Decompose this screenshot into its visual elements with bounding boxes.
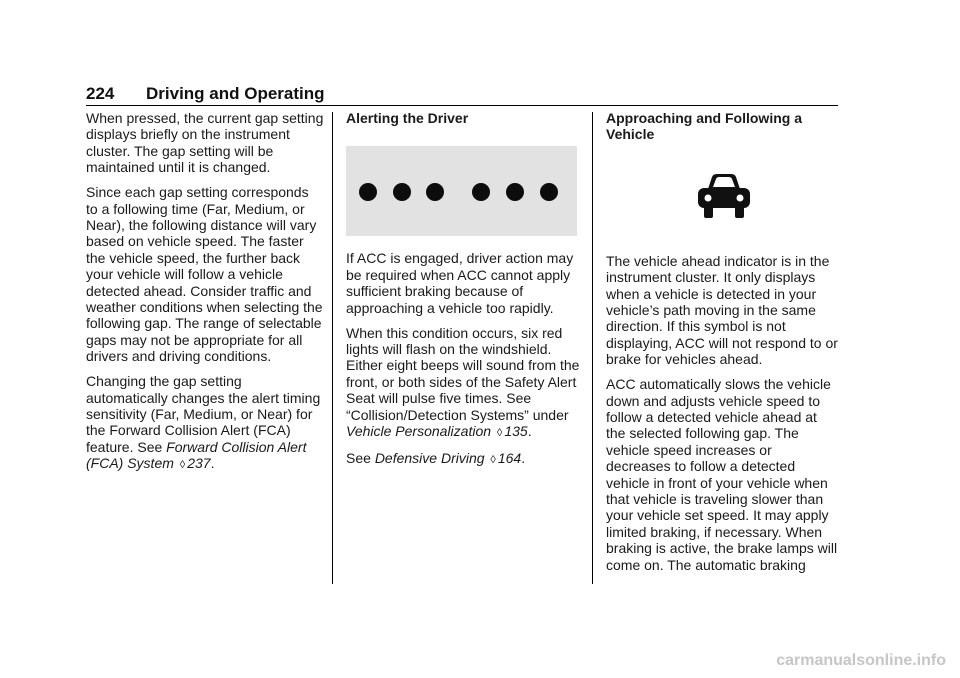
alert-light-dot [472, 183, 490, 201]
section-heading: Approaching and Following a Vehicle [606, 110, 802, 143]
alert-light-dot [540, 183, 558, 201]
paragraph-text: See [346, 449, 375, 466]
paragraph: If ACC is engaged, driver action may be required when ACC cannot apply sufficient braking because of approaching a vehicle too rapidly. [346, 250, 574, 316]
six-red-lights-icon [346, 146, 577, 236]
paragraph: Since each gap setting corresponds to a following time (Far, Medium, or Near), the following distance will vary based on vehicle speed. The faster the vehicle speed, the further back your vehicle will follow a vehicle detected ahead. Consider traffic and weather conditions when selecting the following gap. The range of selectable gaps may not be appropriate for all drivers and driving conditions. [86, 184, 323, 365]
cross-reference-link[interactable]: Defensive Driving [374, 449, 485, 466]
punctuation: . [521, 449, 526, 466]
paragraph: ACC automatically slows the vehicle down and adjusts vehicle speed to follow a detected vehicle ahead at the selected following gap. The vehicle speed increases or decreases to follow a detected vehicle in front of your vehicle when that vehicle is traveling slower than your vehicle set speed. It may apply limited braking, if necessary. When braking is active, the brake lamps will come on. The automatic braking [606, 376, 838, 573]
punctuation: . [527, 422, 532, 439]
page-ref-icon: ◊ [496, 426, 503, 439]
vehicle-ahead-icon [694, 171, 754, 221]
watermark: carmanualsonline.info [776, 652, 946, 669]
page-header [86, 84, 838, 106]
alert-light-dot [393, 183, 411, 201]
page-number: 224 [86, 84, 115, 103]
paragraph-text: When this condition occurs, six red lights will flash on the windshield. Either eight beeps will sound from the front, or both sides of the Safety Alert Seat will pulse five times. See “Collision/Detection Systems” under [346, 324, 580, 423]
page-ref-icon: ◊ [179, 459, 186, 472]
cross-reference-link[interactable]: Forward Collision Alert (FCA) System [86, 438, 307, 472]
paragraph-text: Changing the gap setting automatically changes the alert timing sensitivity (Far, Medium, or Near) for the Forward Collision Alert (FCA) feature. See [86, 373, 321, 455]
alert-light-dot [426, 183, 444, 201]
paragraph: The vehicle ahead indicator is in the instrument cluster. It only displays when a vehicle is detected in your vehicle’s path moving in the same direction. If this symbol is not displaying, ACC will not respond to or brake for vehicles ahead. [606, 252, 838, 368]
section-heading: Alerting the Driver [346, 110, 469, 126]
column-divider-2 [592, 112, 593, 584]
paragraph [346, 325, 582, 442]
paragraph: When pressed, the current gap setting displays briefly on the instrument cluster. The gap setting will be maintained until it is changed. [86, 110, 324, 176]
alert-light-dot [506, 183, 524, 201]
page-ref-number[interactable]: 164 [497, 449, 522, 466]
column-2 [346, 110, 582, 477]
column-1 [86, 110, 324, 482]
alert-light-dot [359, 183, 377, 201]
paragraph [86, 373, 324, 473]
vehicle-ahead-figure [606, 151, 840, 253]
column-divider-1 [332, 112, 333, 584]
cross-reference-link[interactable]: Vehicle Personalization [346, 422, 492, 439]
paragraph [346, 450, 582, 468]
section-title: Driving and Operating [146, 84, 325, 103]
header-rule [86, 105, 838, 106]
page-ref-icon: ◊ [490, 453, 496, 466]
punctuation: . [210, 455, 215, 472]
page-ref-number[interactable]: 237 [187, 455, 211, 472]
column-3 [606, 110, 840, 582]
page-ref-number[interactable]: 135 [504, 422, 528, 439]
